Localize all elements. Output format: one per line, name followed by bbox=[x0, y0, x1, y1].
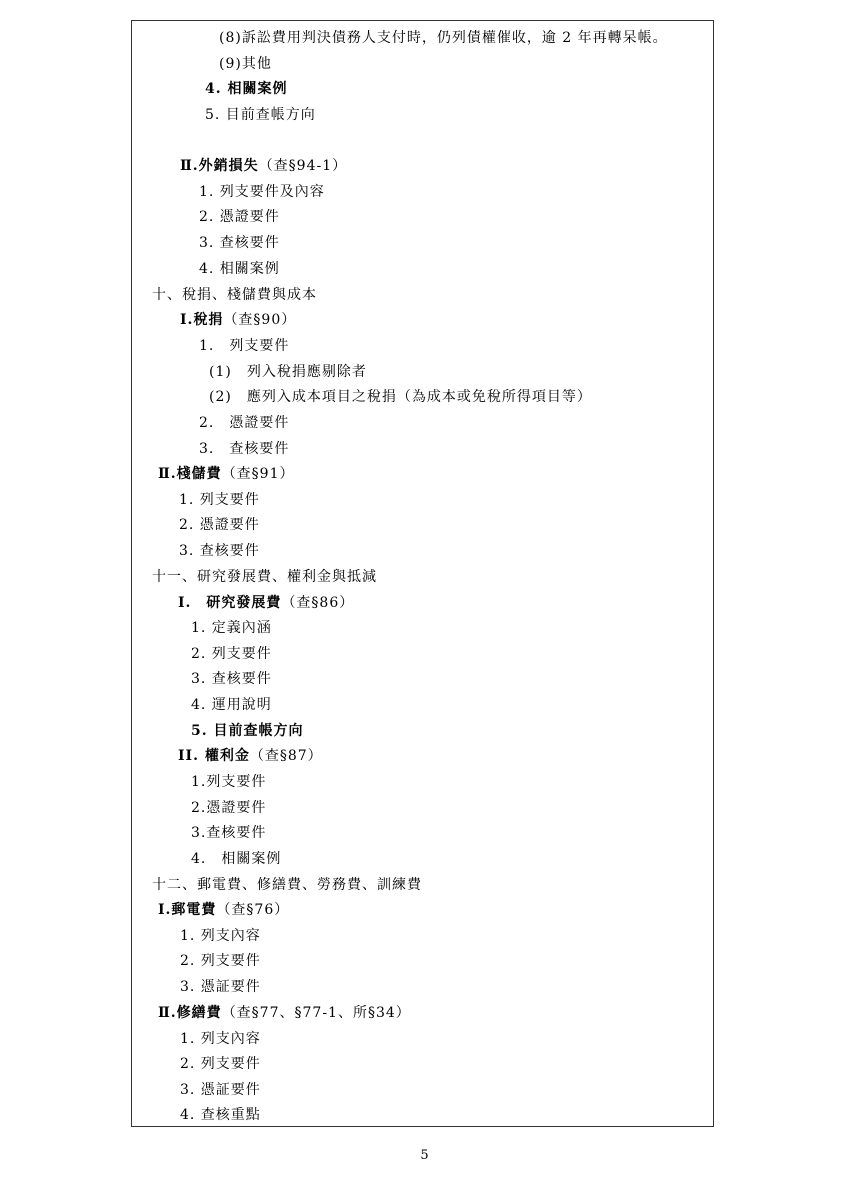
list-item: (1) 列入稅捐應剔除者 bbox=[209, 364, 367, 380]
section-heading-title: Ⅱ.棧儲費 bbox=[158, 466, 222, 482]
list-item: 1. 列支內容 bbox=[180, 928, 261, 944]
list-item: 3. 憑証要件 bbox=[180, 1082, 261, 1098]
list-item: 3.查核要件 bbox=[191, 825, 267, 841]
list-item: 4. 相關案例 bbox=[191, 851, 282, 867]
section-heading-reference: （查§91） bbox=[221, 466, 295, 482]
section-heading-reference: （查§87） bbox=[249, 748, 323, 764]
section-heading-reference: （查§90） bbox=[223, 312, 297, 328]
list-item: 4. 相關案例 bbox=[199, 261, 280, 277]
chapter-heading: 十二、郵電費、修繕費、勞務費、訓練費 bbox=[152, 877, 422, 893]
section-heading-reference: （查§77、§77-1、所§34） bbox=[221, 1005, 411, 1021]
section-heading bbox=[158, 1004, 411, 1022]
list-item: (9)其他 bbox=[219, 56, 272, 72]
list-item: 4. 查核重點 bbox=[180, 1107, 261, 1123]
section-heading bbox=[180, 157, 347, 175]
list-item: 2. 憑證要件 bbox=[179, 517, 260, 533]
list-item: 3. 查核要件 bbox=[199, 235, 280, 251]
section-heading-reference: （查§76） bbox=[216, 902, 290, 918]
list-item: (2) 應列入成本項目之稅捐（為成本或免稅所得項目等） bbox=[209, 389, 592, 405]
list-item: 1.列支要件 bbox=[191, 774, 267, 790]
list-item: 2. 憑證要件 bbox=[199, 209, 280, 225]
list-item: 1. 列支內容 bbox=[180, 1031, 261, 1047]
chapter-heading: 十、稅捐、棧儲費與成本 bbox=[152, 287, 317, 303]
section-heading-title: Ⅰ.稅捐 bbox=[180, 312, 224, 328]
section-heading bbox=[178, 594, 354, 612]
section-heading bbox=[178, 747, 323, 765]
chapter-heading: 十一、研究發展費、權利金與抵減 bbox=[152, 569, 377, 585]
section-heading-title: Ⅱ.外銷損失 bbox=[180, 158, 259, 174]
list-item: 1. 列支要件及內容 bbox=[199, 184, 325, 200]
list-item: 2. 列支要件 bbox=[191, 646, 272, 662]
section-heading-title: II. 權利金 bbox=[178, 748, 250, 764]
page-number: 5 bbox=[420, 1148, 429, 1163]
list-item: 2.憑證要件 bbox=[191, 800, 267, 816]
list-item: (8)訴訟費用判決債務人支付時，仍列債權催收，逾 2 年再轉呆帳。 bbox=[219, 30, 668, 46]
list-item: 3. 查核要件 bbox=[199, 441, 290, 457]
list-item: 5. 目前查帳方向 bbox=[205, 107, 316, 123]
list-item: 2. 憑證要件 bbox=[199, 415, 290, 431]
list-item: 4. 相關案例 bbox=[205, 81, 288, 97]
list-item: 1. 列支要件 bbox=[179, 492, 260, 508]
list-item: 3. 查核要件 bbox=[191, 671, 272, 687]
list-item: 2. 列支要件 bbox=[180, 1056, 261, 1072]
list-item: 4. 運用說明 bbox=[191, 697, 272, 713]
section-heading-title: Ⅰ.郵電費 bbox=[158, 902, 217, 918]
list-item: 1. 列支要件 bbox=[199, 338, 290, 354]
list-item: 5. 目前查帳方向 bbox=[191, 723, 304, 739]
section-heading-reference: （查§86） bbox=[281, 595, 355, 611]
list-item: 3. 憑証要件 bbox=[180, 979, 261, 995]
section-heading bbox=[158, 465, 295, 483]
section-heading bbox=[158, 901, 289, 919]
list-item: 1. 定義內涵 bbox=[191, 620, 272, 636]
list-item: 3. 查核要件 bbox=[179, 543, 260, 559]
section-heading-reference: （查§94-1） bbox=[258, 158, 348, 174]
section-heading-title: I. 研究發展費 bbox=[178, 595, 282, 611]
section-heading bbox=[180, 311, 296, 329]
section-heading-title: Ⅱ.修繕費 bbox=[158, 1005, 222, 1021]
list-item: 2. 列支要件 bbox=[180, 953, 261, 969]
